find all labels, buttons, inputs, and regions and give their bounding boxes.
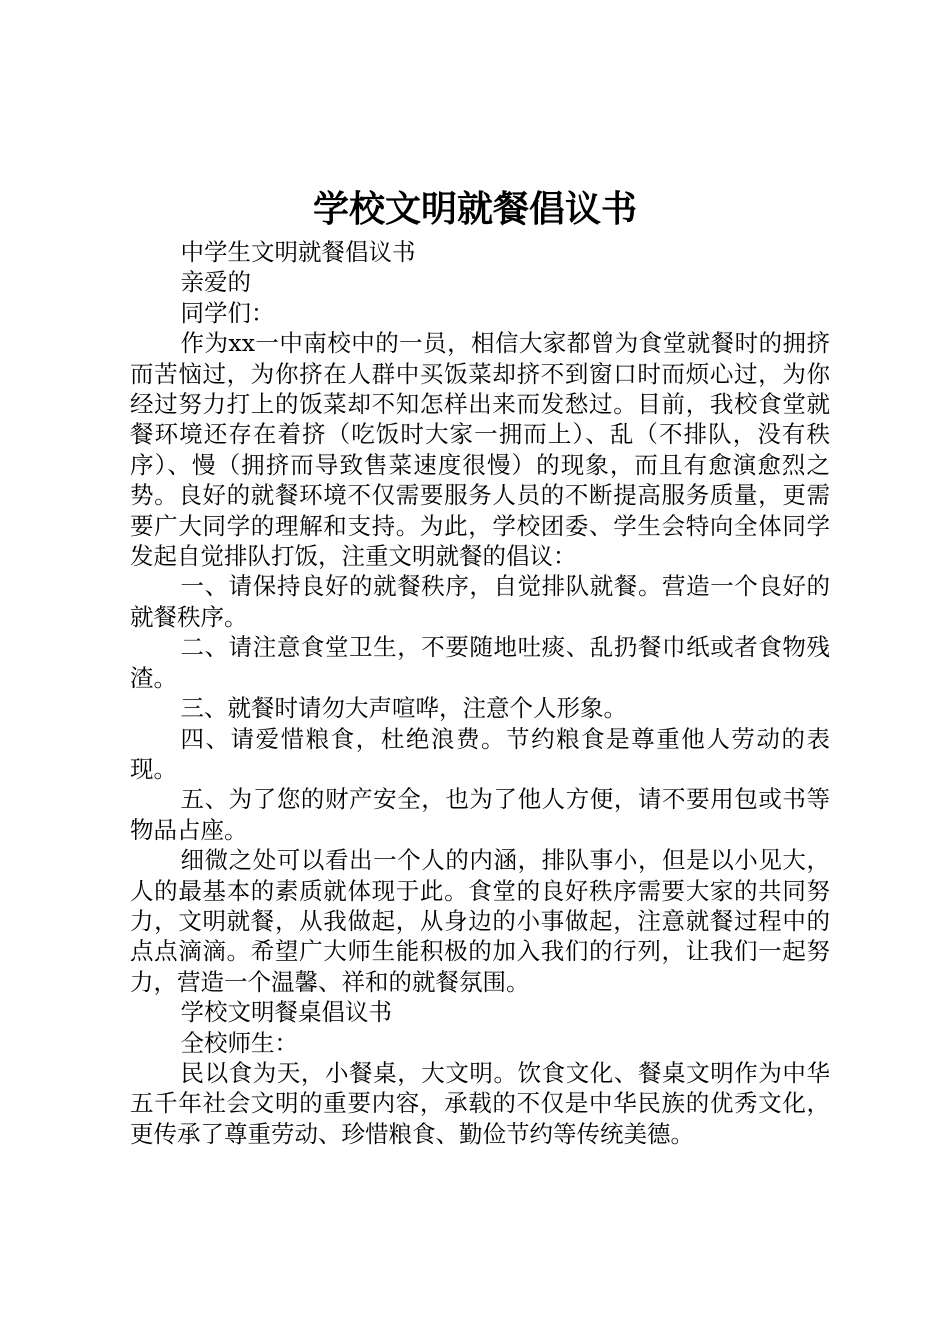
proposal-item: 五、为了您的财产安全，也为了他人方便，请不要用包或书等物品占座。: [130, 785, 830, 844]
section-heading: 学校文明餐桌倡议书: [180, 998, 393, 1027]
salutation-line: 亲爱的: [180, 268, 252, 297]
subtitle-paragraph: 中学生文明就餐倡议书: [180, 238, 416, 266]
document-title: 学校文明就餐倡议书: [312, 188, 637, 230]
body-paragraph: 细微之处可以看出一个人的内涵，排队事小，但是以小见大，人的最基本的素质就体现于此。食堂的良好秩序需要大家的共同努力，文明就餐，从我做起，从身边的小事做起，注意就餐过程中的点点滴滴。希望广大师生能积极的加入我们的行列，让我们一起努力，营造一个温馨、祥和的就餐氛围。: [130, 846, 830, 996]
body-paragraph: 民以食为天，小餐桌，大文明。饮食文化、餐桌文明作为中华五千年社会文明的重要内容，承载的不仅是中华民族的优秀文化，更传承了尊重劳动、珍惜粮食、勤俭节约等传统美德。: [130, 1058, 830, 1148]
body-paragraph: 作为xx一中南校中的一员，相信大家都曾为食堂就餐时的拥挤而苦恼过，为你挤在人群中买饭菜却挤不到窗口时而烦心过，为你经过努力打上的饭菜却不知怎样出来而发愁过。目前，我校食堂就餐环境还存在着挤（吃饭时大家一拥而上）、乱（不排队，没有秩序）、慢（拥挤而导致售菜速度很慢）的现象，而且有愈演愈烈之势。良好的就餐环境不仅需要服务人员的不断提高服务质量，更需要广大同学的理解和支持。为此，学校团委、学生会特向全体同学发起自觉排队打饭，注重文明就餐的倡议：: [130, 329, 830, 571]
proposal-item: 三、就餐时请勿大声喧哗，注意个人形象。: [180, 694, 628, 723]
salutation-line: 同学们：: [180, 298, 275, 327]
proposal-item: 一、请保持良好的就餐秩序，自觉排队就餐。营造一个良好的就餐秩序。: [130, 572, 830, 631]
proposal-item: 二、请注意食堂卫生，不要随地吐痰、乱扔餐巾纸或者食物残渣。: [130, 633, 830, 692]
salutation-line: 全校师生：: [180, 1028, 299, 1057]
proposal-item: 四、请爱惜粮食，杜绝浪费。节约粮食是尊重他人劳动的表现。: [130, 724, 830, 783]
document-body: [130, 237, 830, 1149]
